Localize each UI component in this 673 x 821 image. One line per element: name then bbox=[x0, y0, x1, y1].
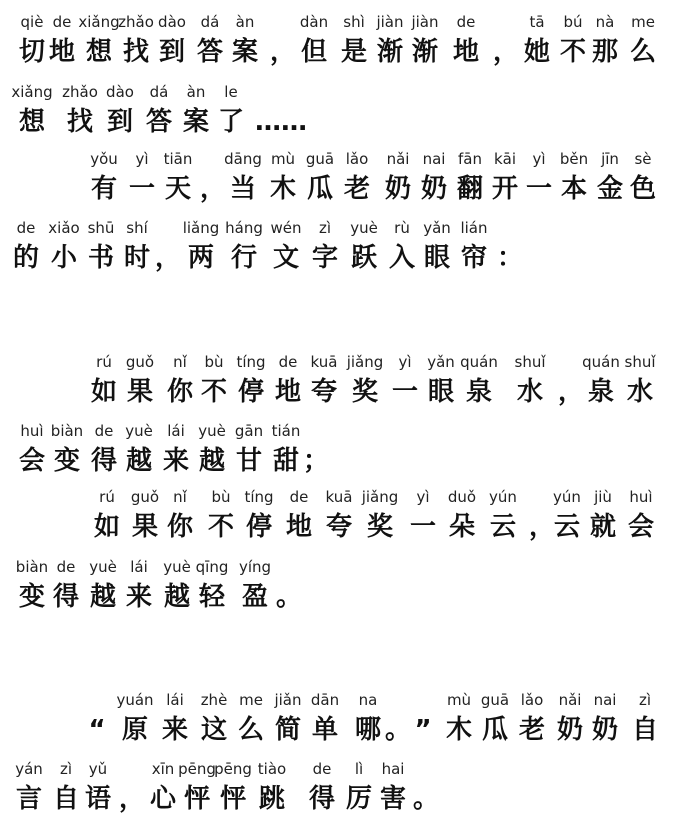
hanzi: 不 bbox=[200, 377, 227, 407]
hanzi: 泉 bbox=[587, 377, 614, 407]
hanzi: 金 bbox=[596, 174, 623, 204]
syllable bbox=[255, 84, 307, 138]
pinyin: biàn bbox=[15, 558, 49, 576]
hanzi: 找 bbox=[122, 37, 149, 67]
pinyin: zhè bbox=[200, 691, 228, 709]
hanzi: 一 bbox=[409, 512, 436, 542]
pinyin: bù bbox=[211, 488, 231, 506]
pinyin: yǎn bbox=[423, 219, 451, 237]
pinyin: rù bbox=[394, 219, 410, 237]
syllable bbox=[296, 423, 336, 477]
hanzi: 眼 bbox=[427, 377, 454, 407]
hanzi: 会 bbox=[18, 446, 45, 476]
hanzi: 停 bbox=[237, 377, 264, 407]
text-line bbox=[0, 83, 673, 137]
pinyin: zhǎo bbox=[118, 13, 154, 31]
hanzi: 渐 bbox=[411, 37, 438, 67]
pinyin: yíng bbox=[238, 558, 272, 576]
pinyin: qiè bbox=[20, 13, 44, 31]
pinyin: dān bbox=[310, 691, 340, 709]
hanzi: 心 bbox=[149, 784, 176, 814]
hanzi: 夸 bbox=[310, 377, 337, 407]
hanzi: 案 bbox=[231, 37, 258, 67]
pinyin: guǒ bbox=[130, 488, 160, 506]
hanzi: 老 bbox=[518, 715, 545, 745]
pinyin: de bbox=[16, 219, 36, 237]
hanzi: 渐 bbox=[376, 37, 403, 67]
pinyin: bú bbox=[563, 13, 583, 31]
hanzi: 帘 bbox=[460, 243, 487, 273]
pinyin: shuǐ bbox=[624, 353, 656, 371]
hanzi: ， bbox=[199, 174, 226, 204]
hanzi: 找 bbox=[66, 107, 93, 137]
hanzi: 停 bbox=[245, 512, 272, 542]
pinyin: yì bbox=[416, 488, 430, 506]
hanzi: 自 bbox=[631, 715, 658, 745]
text-line bbox=[0, 691, 673, 745]
pinyin: xiǎng bbox=[11, 83, 53, 101]
hanzi: 你 bbox=[166, 512, 193, 542]
pinyin: yǎn bbox=[427, 353, 455, 371]
hanzi: 越 bbox=[198, 446, 225, 476]
hanzi: 奖 bbox=[366, 512, 393, 542]
pinyin: jiù bbox=[594, 488, 612, 506]
hanzi: 想 bbox=[85, 37, 112, 67]
pinyin: rú bbox=[99, 488, 115, 506]
hanzi: 果 bbox=[126, 377, 153, 407]
pinyin: yǔ bbox=[88, 760, 108, 778]
hanzi: ， bbox=[528, 512, 555, 542]
hanzi: 盈 bbox=[241, 582, 268, 612]
hanzi: 色 bbox=[629, 174, 656, 204]
hanzi: 翻 bbox=[456, 174, 483, 204]
pinyin: wén bbox=[270, 219, 302, 237]
hanzi: 越 bbox=[125, 446, 152, 476]
pinyin: nai bbox=[593, 691, 617, 709]
syllable bbox=[269, 559, 309, 613]
pinyin: me bbox=[631, 13, 655, 31]
hanzi: 变 bbox=[18, 582, 45, 612]
pinyin: dá bbox=[149, 83, 169, 101]
hanzi: 是 bbox=[340, 37, 367, 67]
hanzi: 了 bbox=[217, 107, 244, 137]
hanzi: 会 bbox=[627, 512, 654, 542]
hanzi: 书 bbox=[87, 243, 114, 273]
hanzi: ， bbox=[118, 784, 145, 814]
syllable bbox=[406, 761, 446, 815]
hanzi: 到 bbox=[106, 107, 133, 137]
hanzi: 奶 bbox=[591, 715, 618, 745]
hanzi: 地 bbox=[48, 37, 75, 67]
pinyin: tiān bbox=[163, 150, 193, 168]
hanzi: 来 bbox=[161, 715, 188, 745]
pinyin: xiǎo bbox=[48, 219, 80, 237]
hanzi: 简 bbox=[274, 715, 301, 745]
pinyin: lǎo bbox=[345, 150, 369, 168]
pinyin: shì bbox=[343, 13, 365, 31]
hanzi: 夸 bbox=[325, 512, 352, 542]
pinyin: de bbox=[289, 488, 309, 506]
hanzi: ， bbox=[154, 243, 181, 273]
pinyin: lái bbox=[166, 691, 184, 709]
pinyin: dàn bbox=[299, 13, 329, 31]
hanzi: 不 bbox=[207, 512, 234, 542]
hanzi: ； bbox=[302, 446, 329, 476]
hanzi: 奶 bbox=[384, 174, 411, 204]
pinyin bbox=[235, 84, 315, 100]
pinyin: shū bbox=[87, 219, 115, 237]
syllable bbox=[621, 489, 661, 543]
hanzi: 小 bbox=[50, 243, 77, 273]
pinyin bbox=[470, 220, 550, 236]
text-line bbox=[0, 422, 673, 476]
hanzi: 如 bbox=[93, 512, 120, 542]
pinyin: kuā bbox=[310, 353, 338, 371]
hanzi: 害 bbox=[379, 784, 406, 814]
hanzi: 的 bbox=[12, 243, 39, 273]
pinyin: yì bbox=[135, 150, 149, 168]
pinyin: yì bbox=[532, 150, 546, 168]
hanzi: 木 bbox=[445, 715, 472, 745]
text-line bbox=[0, 13, 673, 67]
pinyin: fān bbox=[458, 150, 482, 168]
pinyin: tiào bbox=[257, 760, 287, 778]
pinyin: jiàn bbox=[376, 13, 404, 31]
hanzi: 地 bbox=[274, 377, 301, 407]
pinyin: dāng bbox=[224, 150, 262, 168]
pinyin: yuè bbox=[125, 422, 153, 440]
hanzi: 一 bbox=[391, 377, 418, 407]
hanzi: 如 bbox=[90, 377, 117, 407]
hanzi: ， bbox=[557, 377, 584, 407]
hanzi: 想 bbox=[18, 107, 45, 137]
hanzi: “ bbox=[88, 715, 106, 745]
hanzi: 两 bbox=[187, 243, 214, 273]
pinyin: dào bbox=[106, 83, 134, 101]
hanzi: 怦 bbox=[219, 784, 246, 814]
pinyin: lì bbox=[354, 760, 364, 778]
hanzi: 行 bbox=[230, 243, 257, 273]
pinyin: mù bbox=[270, 150, 296, 168]
hanzi: 老 bbox=[343, 174, 370, 204]
hanzi: 眼 bbox=[423, 243, 450, 273]
hanzi: 来 bbox=[125, 582, 152, 612]
hanzi: 云 bbox=[489, 512, 516, 542]
pinyin: jiǎng bbox=[346, 353, 384, 371]
hanzi: 。 bbox=[384, 715, 411, 745]
hanzi: 字 bbox=[311, 243, 338, 273]
pinyin: tíng bbox=[236, 353, 266, 371]
hanzi: 轻 bbox=[198, 582, 225, 612]
pinyin: guā bbox=[480, 691, 510, 709]
hanzi: 瓜 bbox=[306, 174, 333, 204]
pinyin: àn bbox=[235, 13, 255, 31]
pinyin: jīn bbox=[601, 150, 619, 168]
pinyin: me bbox=[239, 691, 263, 709]
hanzi: 得 bbox=[90, 446, 117, 476]
pinyin: lǎo bbox=[520, 691, 544, 709]
text-line bbox=[0, 760, 673, 814]
pinyin: nǐ bbox=[173, 353, 187, 371]
syllable bbox=[620, 354, 660, 408]
pinyin: mù bbox=[446, 691, 472, 709]
pinyin: duǒ bbox=[447, 488, 477, 506]
hanzi: 单 bbox=[311, 715, 338, 745]
hanzi: 本 bbox=[560, 174, 587, 204]
pinyin: pēng bbox=[178, 760, 216, 778]
pinyin: le bbox=[224, 83, 238, 101]
pinyin: biàn bbox=[50, 422, 84, 440]
hanzi: ” bbox=[414, 715, 432, 745]
hanzi: 得 bbox=[308, 784, 335, 814]
hanzi: ， bbox=[269, 37, 296, 67]
hanzi: 语 bbox=[84, 784, 111, 814]
hanzi: 地 bbox=[285, 512, 312, 542]
hanzi: 瓜 bbox=[481, 715, 508, 745]
hanzi: 得 bbox=[52, 582, 79, 612]
pinyin: běn bbox=[559, 150, 589, 168]
hanzi: 到 bbox=[158, 37, 185, 67]
hanzi: 开 bbox=[491, 174, 518, 204]
hanzi: 不 bbox=[559, 37, 586, 67]
hanzi: 。 bbox=[275, 582, 302, 612]
pinyin: sè bbox=[634, 150, 652, 168]
pinyin: de bbox=[94, 422, 114, 440]
pinyin: tā bbox=[529, 13, 545, 31]
hanzi: ， bbox=[492, 37, 519, 67]
pinyin: tíng bbox=[244, 488, 274, 506]
hanzi: ： bbox=[496, 243, 523, 273]
pinyin: na bbox=[358, 691, 378, 709]
pinyin: nǎi bbox=[558, 691, 582, 709]
pinyin: de bbox=[56, 558, 76, 576]
hanzi: 果 bbox=[131, 512, 158, 542]
text-line bbox=[0, 353, 673, 407]
hanzi: 言 bbox=[15, 784, 42, 814]
pinyin: yán bbox=[15, 760, 43, 778]
pinyin: bù bbox=[204, 353, 224, 371]
pinyin: jiàn bbox=[411, 13, 439, 31]
hanzi: 有 bbox=[90, 174, 117, 204]
hanzi: 奶 bbox=[420, 174, 447, 204]
pinyin: kāi bbox=[493, 150, 517, 168]
pinyin: quán bbox=[460, 353, 498, 371]
pinyin: yún bbox=[489, 488, 517, 506]
pinyin bbox=[386, 761, 466, 777]
pinyin: guā bbox=[305, 150, 335, 168]
pinyin: kuā bbox=[325, 488, 353, 506]
hanzi: 云 bbox=[553, 512, 580, 542]
hanzi: 奖 bbox=[351, 377, 378, 407]
hanzi: 水 bbox=[516, 377, 543, 407]
pinyin: nǐ bbox=[173, 488, 187, 506]
hanzi: 文 bbox=[272, 243, 299, 273]
hanzi: 么 bbox=[237, 715, 264, 745]
pinyin: zì bbox=[59, 760, 73, 778]
pinyin: yún bbox=[553, 488, 581, 506]
hanzi: 么 bbox=[629, 37, 656, 67]
hanzi: 一 bbox=[128, 174, 155, 204]
pinyin: zì bbox=[318, 219, 332, 237]
pinyin: xiǎng bbox=[78, 13, 120, 31]
pinyin: huì bbox=[629, 488, 653, 506]
pinyin: quán bbox=[582, 353, 620, 371]
pinyin: háng bbox=[225, 219, 263, 237]
pinyin: dá bbox=[200, 13, 220, 31]
pinyin: tián bbox=[271, 422, 301, 440]
pinyin: lián bbox=[460, 219, 488, 237]
pinyin: de bbox=[312, 760, 332, 778]
pinyin: de bbox=[278, 353, 298, 371]
pinyin: lái bbox=[130, 558, 148, 576]
hanzi: 。 bbox=[412, 784, 439, 814]
hanzi: 但 bbox=[300, 37, 327, 67]
pinyin: xīn bbox=[151, 760, 175, 778]
hanzi: 甜 bbox=[272, 446, 299, 476]
hanzi: 来 bbox=[162, 446, 189, 476]
hanzi: 厉 bbox=[345, 784, 372, 814]
hanzi: 那 bbox=[591, 37, 618, 67]
hanzi: 变 bbox=[53, 446, 80, 476]
hanzi: 哪 bbox=[354, 715, 381, 745]
hanzi: 答 bbox=[145, 107, 172, 137]
pinyin: jiǎng bbox=[361, 488, 399, 506]
hanzi: 木 bbox=[269, 174, 296, 204]
hanzi: 跃 bbox=[350, 243, 377, 273]
pinyin: shuǐ bbox=[514, 353, 546, 371]
pinyin: nai bbox=[422, 150, 446, 168]
hanzi: 案 bbox=[182, 107, 209, 137]
pinyin: liǎng bbox=[182, 219, 220, 237]
hanzi: 水 bbox=[626, 377, 653, 407]
hanzi: 就 bbox=[589, 512, 616, 542]
text-line bbox=[0, 558, 673, 612]
hanzi: 怦 bbox=[183, 784, 210, 814]
pinyin: nà bbox=[595, 13, 615, 31]
pinyin: de bbox=[456, 13, 476, 31]
hanzi: 时 bbox=[123, 243, 150, 273]
pinyin: zhǎo bbox=[62, 83, 98, 101]
pinyin: àn bbox=[186, 83, 206, 101]
hanzi: 天 bbox=[164, 174, 191, 204]
pinyin: yì bbox=[398, 353, 412, 371]
pinyin: dào bbox=[158, 13, 186, 31]
pinyin: shí bbox=[126, 219, 148, 237]
hanzi: 原 bbox=[121, 715, 148, 745]
pinyin: yuè bbox=[350, 219, 378, 237]
hanzi: 越 bbox=[89, 582, 116, 612]
syllable bbox=[623, 151, 663, 205]
pinyin: hai bbox=[381, 760, 405, 778]
hanzi: 朵 bbox=[448, 512, 475, 542]
hanzi: 入 bbox=[388, 243, 415, 273]
hanzi: 奶 bbox=[556, 715, 583, 745]
pinyin: yuè bbox=[163, 558, 191, 576]
pinyin: qīng bbox=[195, 558, 229, 576]
text-line bbox=[0, 219, 673, 273]
hanzi: 这 bbox=[200, 715, 227, 745]
pinyin: rú bbox=[96, 353, 112, 371]
pinyin: gān bbox=[234, 422, 264, 440]
hanzi: …… bbox=[255, 107, 307, 137]
hanzi: 你 bbox=[166, 377, 193, 407]
pinyin: yǒu bbox=[90, 150, 118, 168]
hanzi: 地 bbox=[452, 37, 479, 67]
hanzi: 她 bbox=[523, 37, 550, 67]
hanzi: 跳 bbox=[258, 784, 285, 814]
pinyin: yuè bbox=[89, 558, 117, 576]
hanzi: 切 bbox=[18, 37, 45, 67]
pinyin: guǒ bbox=[125, 353, 155, 371]
pinyin bbox=[249, 559, 329, 575]
pinyin: huì bbox=[20, 422, 44, 440]
syllable bbox=[625, 692, 665, 746]
hanzi: 一 bbox=[525, 174, 552, 204]
hanzi: 甘 bbox=[235, 446, 262, 476]
hanzi: 答 bbox=[196, 37, 223, 67]
text-line bbox=[0, 488, 673, 542]
pinyin: de bbox=[52, 13, 72, 31]
pinyin: jiǎn bbox=[274, 691, 302, 709]
hanzi: 泉 bbox=[465, 377, 492, 407]
hanzi: 自 bbox=[52, 784, 79, 814]
pinyin: zì bbox=[638, 691, 652, 709]
hanzi: 当 bbox=[229, 174, 256, 204]
hanzi: 越 bbox=[163, 582, 190, 612]
pinyin: nǎi bbox=[386, 150, 410, 168]
syllable bbox=[623, 14, 663, 68]
pinyin bbox=[276, 423, 356, 439]
text-line bbox=[0, 150, 673, 204]
syllable bbox=[490, 220, 530, 274]
pinyin: yuán bbox=[116, 691, 154, 709]
pinyin: lái bbox=[167, 422, 185, 440]
pinyin: yuè bbox=[198, 422, 226, 440]
pinyin: pēng bbox=[214, 760, 252, 778]
